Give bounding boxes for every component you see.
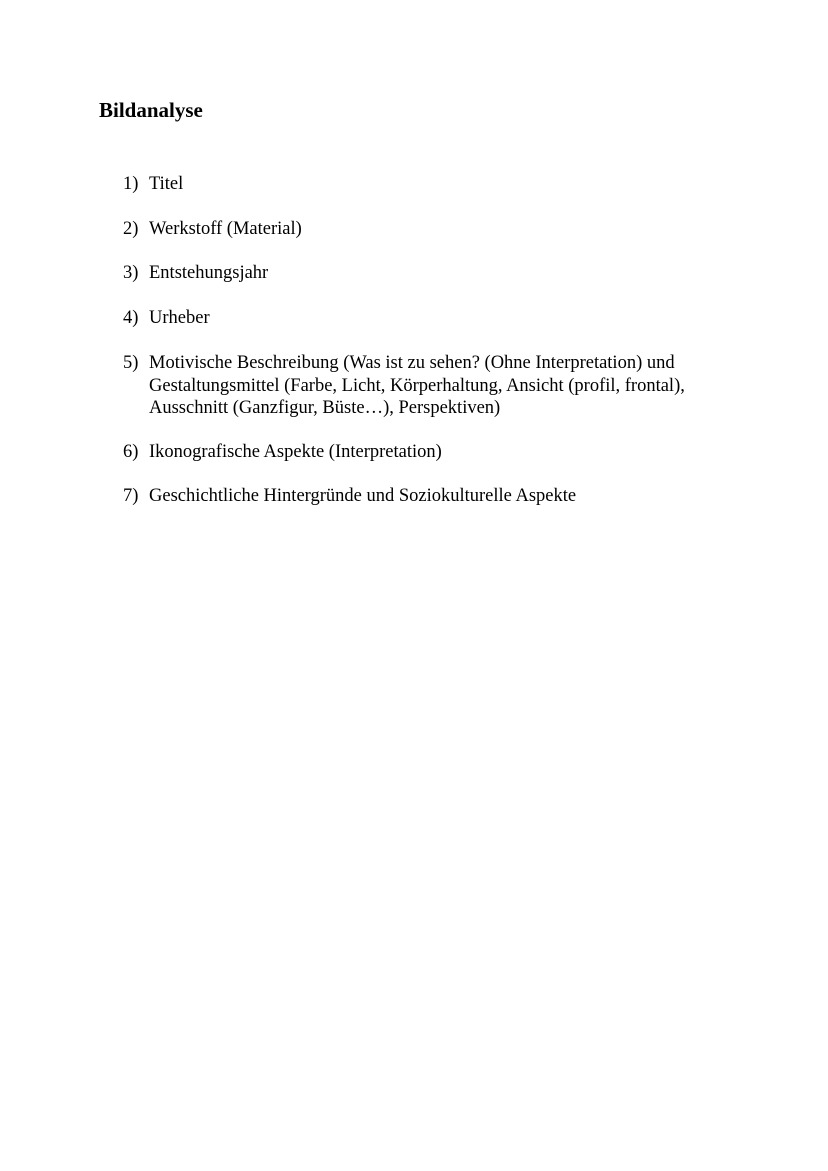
list-item-line: Entstehungsjahr <box>149 263 269 283</box>
list-item-text <box>149 352 739 420</box>
list-item-number: 1) <box>123 174 139 194</box>
list-item-line: Ausschnitt (Ganzfigur, Büste…), Perspektiven) <box>149 398 501 418</box>
list-item-line: Werkstoff (Material) <box>149 219 302 239</box>
list-item-number: 6) <box>123 442 139 462</box>
list-item-line: Gestaltungsmittel (Farbe, Licht, Körperhaltung, Ansicht (profil, frontal), <box>149 375 685 396</box>
list-item-number: 5) <box>123 353 139 373</box>
list-item-line: Titel <box>149 174 184 194</box>
list-item-line: Geschichtliche Hintergründe und Soziokulturelle Aspekte <box>149 486 577 506</box>
list-item-number: 3) <box>123 263 139 283</box>
list-item-text <box>149 485 739 508</box>
list-item-number: 4) <box>123 308 139 328</box>
list-item-number: 2) <box>123 219 139 239</box>
list-item-line: Motivische Beschreibung (Was ist zu sehen? (Ohne Interpretation) und <box>149 353 675 373</box>
list-item-text <box>149 218 739 241</box>
list-item-text <box>149 307 739 330</box>
list-item-text <box>149 262 739 285</box>
list-item-text <box>149 173 739 196</box>
list-item-line: Ikonografische Aspekte (Interpretation) <box>149 442 442 462</box>
list-item-text <box>149 441 739 464</box>
list-item-number: 7) <box>123 486 139 506</box>
page-title: Bildanalyse <box>99 98 203 122</box>
list-item-line: Urheber <box>149 308 210 328</box>
